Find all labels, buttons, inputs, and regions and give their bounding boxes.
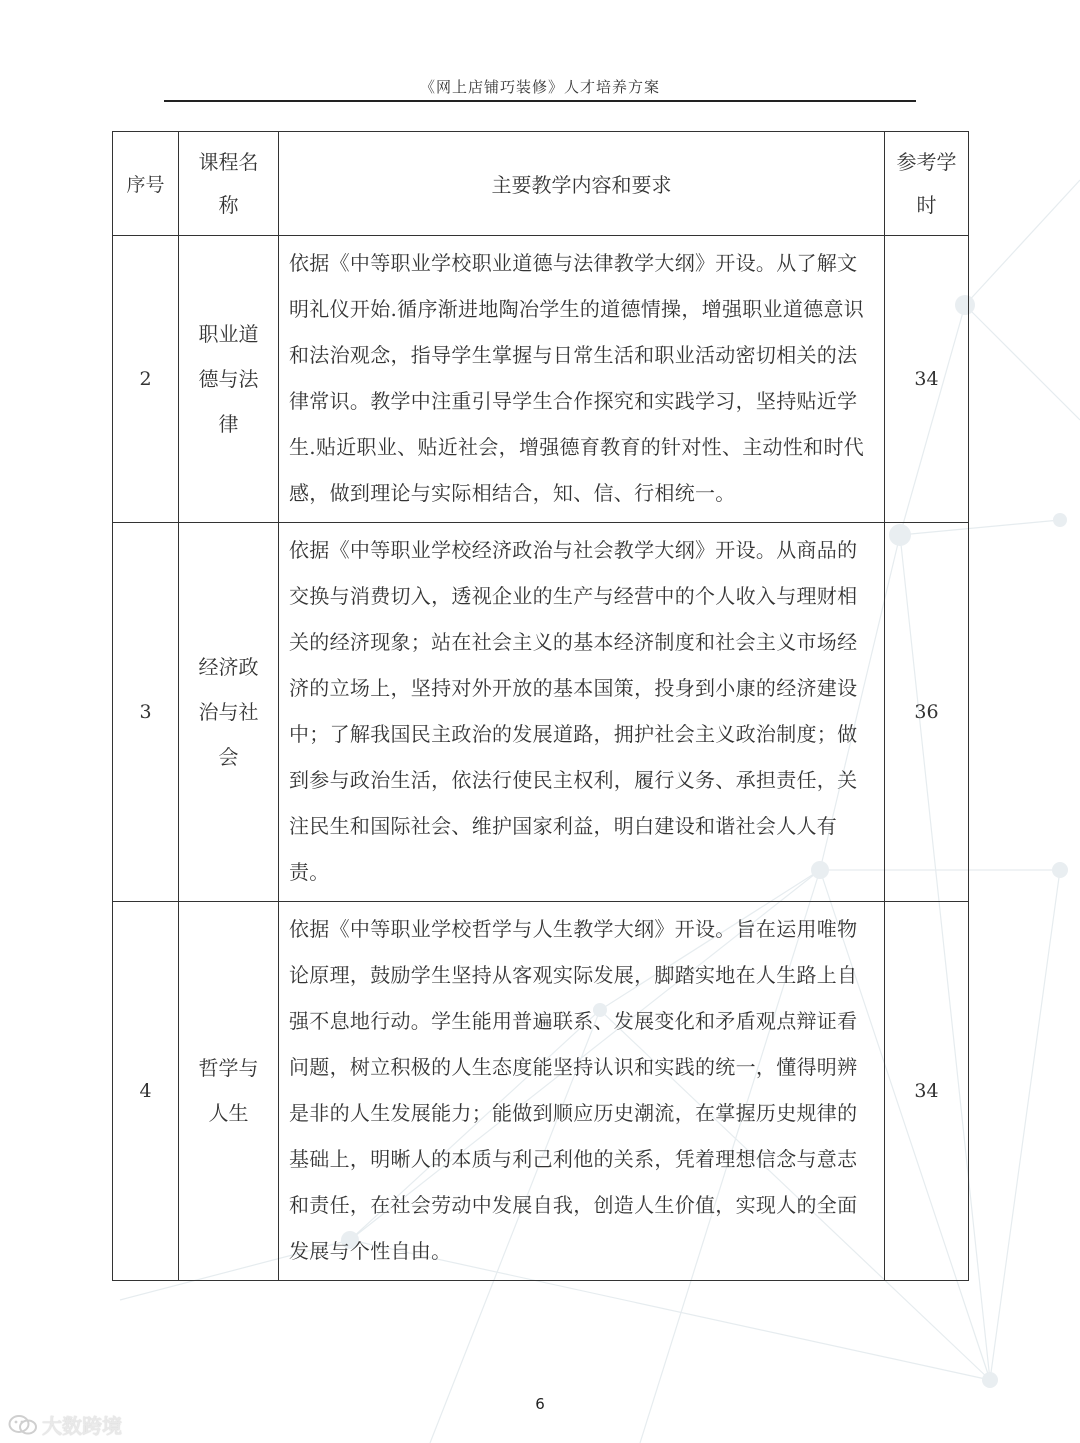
- header-content: 主要教学内容和要求: [279, 132, 885, 236]
- table-row: [113, 902, 969, 1281]
- row-hours: 34: [885, 236, 969, 523]
- row-course-name: 职业道德与法律: [179, 236, 279, 523]
- row-course-name: 经济政治与社会: [179, 523, 279, 902]
- table-row: [113, 236, 969, 523]
- row-serial-number: 4: [113, 902, 179, 1281]
- row-content: 依据《中等职业学校经济政治与社会教学大纲》开设。从商品的交换与消费切入，透视企业的生产与经营中的个人收入与理财相关的经济现象；站在社会主义的基本经济制度和社会主义市场经济的立场上，坚持对外开放的基本国策，投身到小康的经济建设中；了解我国民主政治的发展道路，拥护社会主义政治制度；做到参与政治生活，依法行使民主权利，履行义务、承担责任，关注民生和国际社会、维护国家利益，明白建设和谐社会人人有责。: [279, 523, 885, 902]
- row-course-name: 哲学与人生: [179, 902, 279, 1281]
- row-content: 依据《中等职业学校职业道德与法律教学大纲》开设。从了解文明礼仪开始.循序渐进地陶冶学生的道德情操，增强职业道德意识和法治观念，指导学生掌握与日常生活和职业活动密切相关的法律常识。教学中注重引导学生合作探究和实践学习，坚持贴近学生.贴近职业、贴近社会，增强德育教育的针对性、主动性和时代感，做到理论与实际相结合，知、信、行相统一。: [279, 236, 885, 523]
- source-watermark: [8, 1410, 122, 1439]
- row-serial-number: 2: [113, 236, 179, 523]
- document-header-title: 《网上店铺巧装修》人才培养方案: [419, 78, 660, 96]
- header-course-name: 课程名称: [179, 132, 279, 236]
- table-header-row: [113, 132, 969, 236]
- table-row: [113, 523, 969, 902]
- watermark-text: 大数跨境: [42, 1414, 122, 1438]
- header-divider: [164, 100, 916, 102]
- weixin-logo-icon: [8, 1414, 38, 1436]
- course-table: [112, 131, 969, 1281]
- page-number: 6: [535, 1395, 545, 1413]
- row-content: 依据《中等职业学校哲学与人生教学大纲》开设。旨在运用唯物论原理，鼓励学生坚持从客观实际发展，脚踏实地在人生路上自强不息地行动。学生能用普遍联系、发展变化和矛盾观点辩证看问题，树立积极的人生态度能坚持认识和实践的统一，懂得明辨是非的人生发展能力；能做到顺应历史潮流，在掌握历史规律的基础上，明晰人的本质与利己利他的关系，凭着理想信念与意志和责任，在社会劳动中发展自我，创造人生价值，实现人的全面发展与个性自由。: [279, 902, 885, 1281]
- header-reference-hours: 参考学时: [885, 132, 969, 236]
- row-hours: 34: [885, 902, 969, 1281]
- header-serial-number: 序号: [113, 132, 179, 236]
- row-serial-number: 3: [113, 523, 179, 902]
- row-hours: 36: [885, 523, 969, 902]
